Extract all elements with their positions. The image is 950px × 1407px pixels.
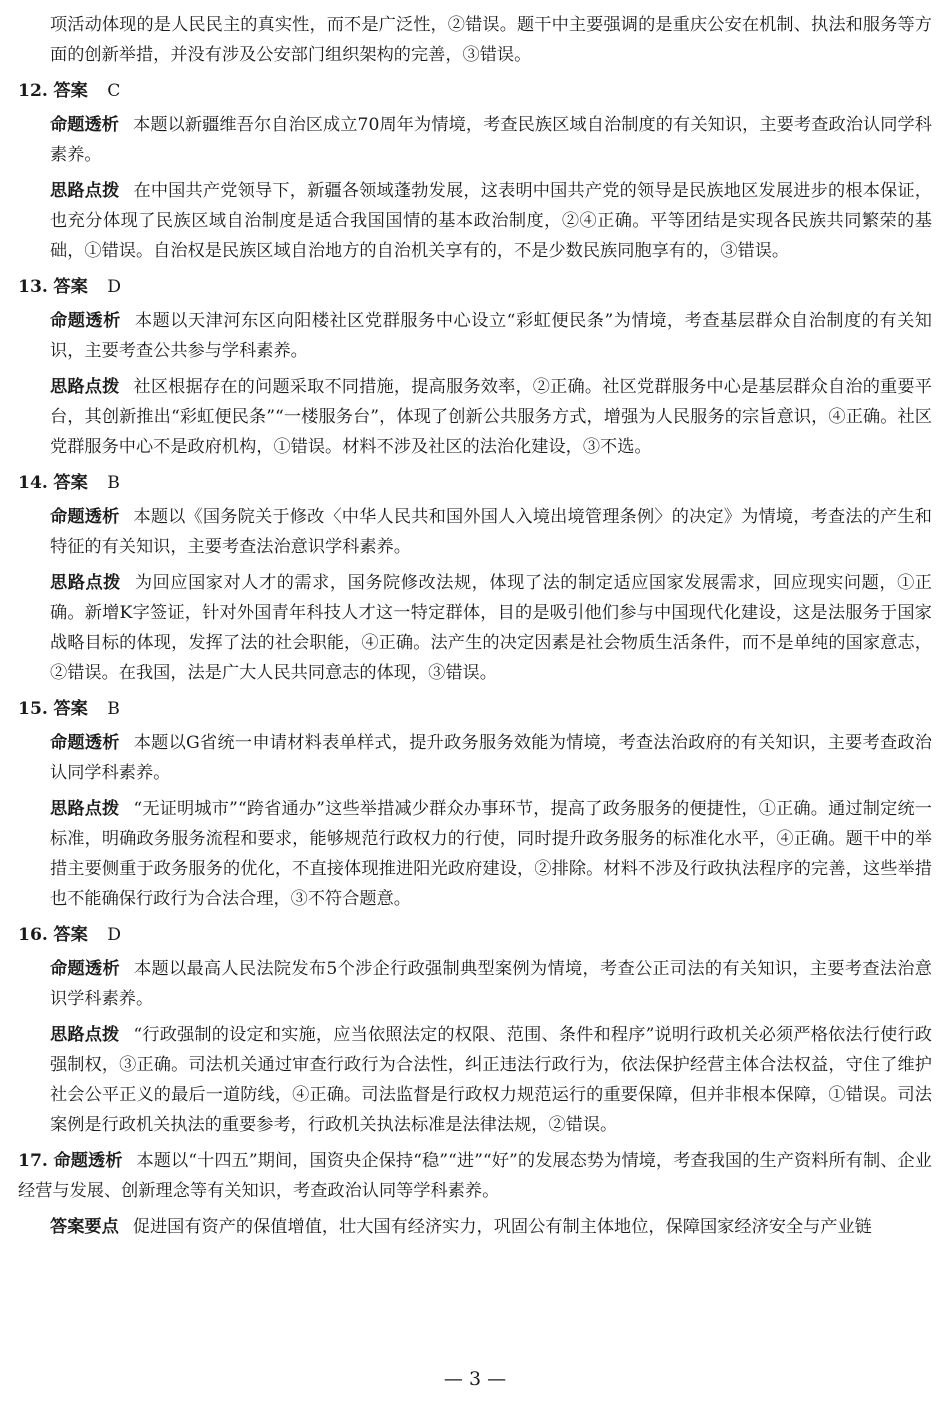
analysis-text: 本题以最高人民法院发布5个涉企行政强制典型案例为情境，考查公正司法的有关知识，主要考查法治意识学科素养。 [50, 959, 932, 1009]
answer-line [18, 468, 932, 498]
analysis-label: 命题透析 [50, 507, 120, 527]
tips-text: 社区根据存在的问题采取不同措施，提高服务效率，②正确。社区党群服务中心是基层群众自治的重要平台，其创新推出“彩虹便民条”“一楼服务台”，体现了创新公共服务方式，增强为人民服务的宗旨意识，④正确。社区党群服务中心不是政府机构，①错误。材料不涉及社区的法治化建设，③不选。 [50, 377, 932, 457]
tips-text: 在中国共产党领导下，新疆各领域蓬勃发展，这表明中国共产党的领导是民族地区发展进步的根本保证，也充分体现了民族区域自治制度是适合我国国情的基本政治制度，②④正确。平等团结是实现各民族共同繁荣的基础，①错误。自治权是民族区域自治地方的自治机关享有的，不是少数民族同胞享有的，③错误。 [50, 181, 932, 261]
analysis-paragraph [18, 306, 932, 366]
tips-paragraph [18, 794, 932, 914]
tips-label: 思路点拨 [50, 573, 121, 593]
tips-text: “无证明城市”“跨省通办”这些举措减少群众办事环节，提高了政务服务的便捷性，①正确。通过制定统一标准，明确政务服务流程和要求，能够规范行政权力的行使，同时提升政务服务的标准化水平，④正确。题干中的举措主要侧重于政务服务的优化，不直接体现推进阳光政府建设，②排除。材料不涉及行政执法程序的完善，这些举措也不能确保行政行为合法合理，③不符合题意。 [50, 799, 932, 909]
analysis-paragraph [18, 110, 932, 170]
question-number: 17. [18, 1151, 48, 1171]
answer-value: B [107, 473, 120, 493]
tips-label: 思路点拨 [50, 377, 120, 397]
analysis-text: 本题以新疆维吾尔自治区成立70周年为情境，考查民族区域自治制度的有关知识，主要考查政治认同学科素养。 [50, 115, 932, 165]
answer-label: 答案 [53, 699, 88, 719]
answer-label: 答案 [53, 473, 88, 493]
analysis-paragraph [18, 728, 932, 788]
question-number: 16. [18, 925, 48, 945]
analysis-text: 本题以《国务院关于修改〈中华人民共和国外国人入境出境管理条例〉的决定》为情境，考查法的产生和特征的有关知识，主要考查法治意识学科素养。 [50, 507, 932, 557]
analysis-label: 命题透析 [50, 959, 120, 979]
question-14 [18, 468, 932, 688]
tips-paragraph [18, 1020, 932, 1140]
tips-text: “行政强制的设定和实施，应当依照法定的权限、范围、条件和程序”说明行政机关必须严格依法行使行政强制权，③正确。司法机关通过审查行政行为合法性，纠正违法行政行为，依法保护经营主体合法权益，守住了维护社会公平正义的最后一道防线，④正确。司法监督是行政权力规范运行的重要保障，但并非根本保障，①错误。司法案例是行政机关执法的重要参考，行政机关执法标准是法律法规，②错误。 [50, 1025, 932, 1135]
question-number: 12. [18, 81, 48, 101]
answer-line [18, 76, 932, 106]
analysis-label: 命题透析 [50, 115, 120, 135]
tips-label: 思路点拨 [50, 181, 120, 201]
page-content [18, 10, 932, 1248]
answer-label: 答案 [53, 277, 88, 297]
question-number: 14. [18, 473, 48, 493]
question-number: 13. [18, 277, 48, 297]
analysis-paragraph [18, 954, 932, 1014]
answer-value: D [107, 277, 122, 297]
analysis-label: 命题透析 [53, 1151, 123, 1171]
analysis-text: 本题以G省统一申请材料表单样式，提升政务服务效能为情境，考查法治政府的有关知识，主要考查政治认同学科素养。 [50, 733, 932, 783]
analysis-label: 命题透析 [50, 311, 121, 331]
analysis-text: 本题以天津河东区向阳楼社区党群服务中心设立“彩虹便民条”为情境，考查基层群众自治制度的有关知识，主要考查公共参与学科素养。 [50, 311, 932, 361]
tips-label: 思路点拨 [50, 1025, 120, 1045]
tips-text: 为回应国家对人才的需求，国务院修改法规，体现了法的制定适应国家发展需求，回应现实问题，①正确。新增K字签证，针对外国青年科技人才这一特定群体，目的是吸引他们参与中国现代化建设，这是法服务于国家战略目标的体现，发挥了法的社会职能，④正确。法产生的决定因素是社会物质生活条件，而不是单纯的国家意志，②错误。在我国，法是广大人民共同意志的体现，③错误。 [50, 573, 932, 683]
tips-paragraph [18, 568, 932, 688]
key-points-paragraph [18, 1212, 932, 1242]
answer-line [18, 920, 932, 950]
intro-paragraph: 项活动体现的是人民民主的真实性，而不是广泛性，②错误。题干中主要强调的是重庆公安在机制、执法和服务等方面的创新举措，并没有涉及公安部门组织架构的完善，③错误。 [50, 15, 932, 65]
answer-label: 答案 [53, 81, 88, 101]
answer-line [18, 694, 932, 724]
page-number: — 3 — [443, 1368, 507, 1390]
analysis-paragraph [18, 1146, 932, 1206]
question-16 [18, 920, 932, 1140]
analysis-text: 本题以“十四五”期间，国资央企保持“稳”“进”“好”的发展态势为情境，考查我国的生产资料所有制、企业经营与发展、创新理念等有关知识，考查政治认同等学科素养。 [18, 1151, 932, 1201]
analysis-label: 命题透析 [50, 733, 120, 753]
tips-label: 思路点拨 [50, 799, 120, 819]
tips-paragraph [18, 176, 932, 266]
question-12 [18, 76, 932, 266]
key-points-text: 促进国有资产的保值增值，壮大国有经济实力，巩固公有制主体地位，保障国家经济安全与产业链 [132, 1217, 872, 1237]
tips-paragraph [18, 372, 932, 462]
answer-line [18, 272, 932, 302]
question-15 [18, 694, 932, 914]
answer-value: D [107, 925, 122, 945]
answer-value: C [107, 81, 121, 101]
analysis-paragraph [18, 502, 932, 562]
question-13 [18, 272, 932, 462]
key-points-label: 答案要点 [50, 1217, 119, 1237]
answer-label: 答案 [53, 925, 88, 945]
question-number: 15. [18, 699, 48, 719]
question-17 [18, 1146, 932, 1242]
answer-value: B [107, 699, 120, 719]
